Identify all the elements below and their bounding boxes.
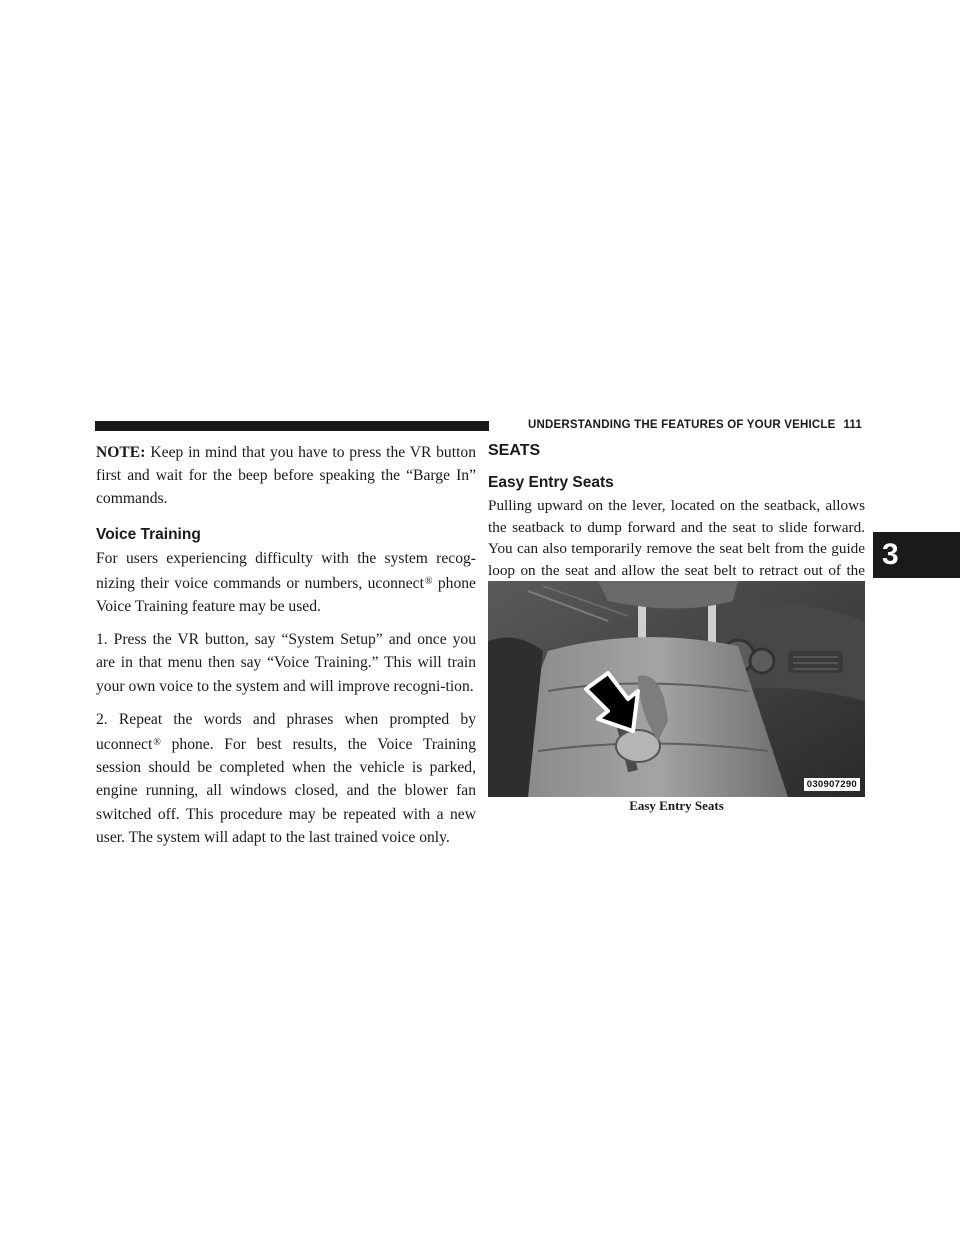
seat-illustration [488, 581, 865, 797]
right-column [488, 441, 865, 603]
registered-mark: ® [153, 737, 161, 749]
seats-heading: SEATS [488, 442, 541, 459]
voice-training-heading: Voice Training [96, 525, 201, 543]
note-label: NOTE: [96, 444, 146, 461]
chapter-tab: 3 [873, 532, 960, 578]
step-1: 1. Press the VR button, say “System Setup” and once you are in that menu then say “Voice Training.” This will train your own voice to the system and will improve recogni-tion. [96, 631, 476, 695]
easy-entry-seats-photo [488, 581, 865, 797]
figure-caption: Easy Entry Seats [629, 798, 724, 813]
registered-mark: ® [424, 575, 433, 587]
header-rule [95, 421, 489, 431]
voice-training-intro: For users experiencing difficulty with the system recog-nizing their voice commands or numbers, uconnect® phone Voice Training feature may be used. [96, 549, 476, 616]
page-number: 111 [843, 419, 862, 431]
step-2: 2. Repeat the words and phrases when prompted by uconnect® phone. For best results, the Voice Training session should be completed when the vehicle is parked, engine running, all windows closed, and the blower fan switched off. This procedure may be repeated with a new user. The system will adapt to the last trained voice only. [96, 710, 476, 846]
easy-entry-heading: Easy Entry Seats [488, 474, 614, 491]
header-section-title: UNDERSTANDING THE FEATURES OF YOUR VEHICLE [528, 419, 836, 431]
note-paragraph [96, 441, 476, 511]
running-header [506, 419, 862, 431]
easy-entry-paragraph: Pulling upward on the lever, located on the seatback, allows the seatback to dump forward and the seat to slide forward. You can also temporarily remove the seat belt from the guide loop on the seat and allow the seat belt to retract out of the [488, 497, 865, 579]
left-column [96, 441, 476, 849]
note-text: Keep in mind that you have to press the VR button first and wait for the beep before speaking the “Barge In” commands. [96, 444, 476, 508]
figure-code: 030907290 [804, 778, 860, 791]
